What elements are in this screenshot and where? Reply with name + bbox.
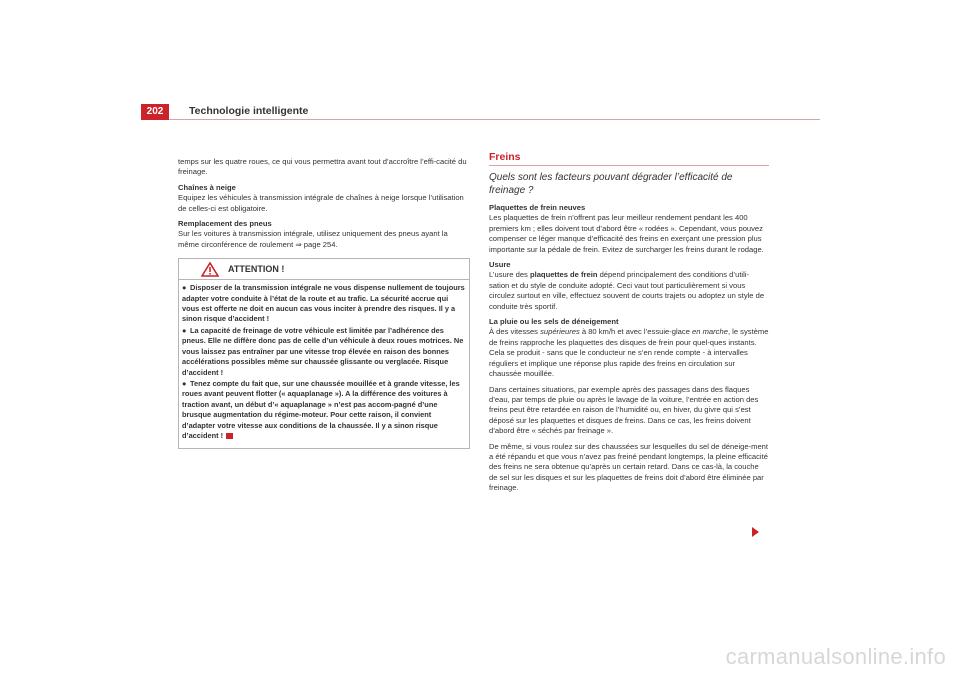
floods-paragraph: Dans certaines situations, par exemple après des passages dans des flaques d’eau, par temps de pluie ou après le lavage de la voiture, l’entrée en action des freins peut être retardée en raison de l’humidité ou, en hiver, du givre qui s’est déposé sur les plaquettes et disques de freins. Dans ce cas, les freins doivent d’abord être « séchés par freinage ». bbox=[489, 384, 759, 436]
left-column bbox=[178, 157, 470, 449]
rain-text-italic1: supérieures bbox=[540, 327, 580, 337]
attention-body bbox=[179, 280, 469, 448]
page-header bbox=[141, 104, 820, 120]
new-pads-text: Les plaquettes de frein n’offrent pas leur meilleur rendement pendant les 400 premiers km ; elles doivent tout d’abord être « rodées ». Cependant, vous pouvez compenser ce léger manque d’efficacité des freins en exerçant une pression plus importante sur la pédale de frein. Evitez de surcharger les freins durant le rodage. bbox=[489, 213, 764, 254]
rain-text-italic2: en marche bbox=[692, 327, 728, 337]
bullet-icon: ● bbox=[182, 378, 187, 388]
watermark: carmanualsonline.info bbox=[725, 644, 946, 669]
next-page-arrow-icon[interactable] bbox=[752, 527, 759, 537]
bullet-icon: ● bbox=[182, 325, 187, 335]
rain-text-c: , le système de freins rapproche les plaquettes des disques de frein pour quel-ques instants. Cela se produit - sans que le conducteur ne s’en rende compte - à intervalles réguliers et implique une réponse plus rapide des freins en circulation sur chaussée mouillée. bbox=[489, 327, 769, 379]
wear-text-bold: plaquettes de frein bbox=[529, 270, 598, 280]
section-question: Quels sont les facteurs pouvant dégrader l’efficacité de freinage ? bbox=[489, 172, 733, 196]
attention-box bbox=[178, 258, 470, 449]
rain-text-a: À des vitesses bbox=[489, 327, 541, 337]
page-number: 202 bbox=[141, 104, 169, 120]
attention-item bbox=[182, 326, 466, 378]
chains-block bbox=[178, 183, 470, 214]
tyres-heading: Remplacement des pneus bbox=[178, 219, 272, 229]
intro-paragraph: temps sur les quatre roues, ce qui vous permettra avant tout d’accroître l’effi-cacité du freinage. bbox=[178, 157, 467, 177]
section-rule bbox=[489, 165, 769, 166]
attention-item-text: La capacité de freinage de votre véhicule est limitée par l’adhérence des pneus. Elle ne diffère donc pas de celle d’un véhicule à deux roues motrices. Ne vous laissez pas entraîner par une vitesse trop élevée en raison des bonnes accélérations possibles même sur chaussée glissante ou verglacée. Risque d’accident ! bbox=[182, 325, 464, 377]
attention-item bbox=[182, 379, 466, 441]
wear-heading: Usure bbox=[489, 260, 511, 270]
end-of-section-icon bbox=[226, 433, 233, 439]
rain-heading: La pluie ou les sels de déneigement bbox=[489, 317, 619, 327]
attention-header bbox=[179, 259, 469, 280]
section-title: Freins bbox=[489, 151, 521, 163]
wear-text-b: dépend principalement des conditions d’utili-sation et du style de conduite adopté. Ceci vaut tout particulièrement si vous circulez surtout en ville, effectuez souvent de courts trajets ou adoptez un style de conduite très sportif. bbox=[489, 270, 765, 311]
attention-title: ATTENTION ! bbox=[228, 264, 285, 275]
tyres-block bbox=[178, 219, 470, 250]
wear-block bbox=[489, 260, 769, 312]
warning-triangle-icon bbox=[201, 262, 219, 280]
header-title: Technologie intelligente bbox=[189, 105, 309, 117]
new-pads-block bbox=[489, 203, 769, 255]
tyres-text: Sur les voitures à transmission intégrale, utilisez uniquement des pneus ayant la même circonférence de roulement ⇒ page 254. bbox=[178, 229, 448, 249]
attention-item bbox=[182, 283, 466, 325]
chains-text: Equipez les véhicules à transmission intégrale de chaînes à neige lorsque l’utilisation de celles-ci est obligatoire. bbox=[178, 193, 464, 213]
header-rule bbox=[169, 119, 820, 120]
attention-item-text: Tenez compte du fait que, sur une chaussée mouillée et à grande vitesse, les roues avant peuvent flotter (« aquaplanage »). A la différence des voitures à traction avant, un début d’« aquaplanage » n’est pas accom-pagné d’une brusque augmentation du régime-moteur. Pour cette raison, il convient d’adapter votre vitesse aux conditions de la chaussée. Il y a sinon risque d’accident ! bbox=[182, 378, 460, 440]
right-column bbox=[489, 150, 769, 499]
chains-heading: Chaînes à neige bbox=[178, 182, 236, 192]
attention-item-text: Disposer de la transmission intégrale ne vous dispense nullement de toujours adapter votre conduite à l’état de la route et au trafic. La sécurité accrue qui vous est offerte ne doit en aucun cas vous inciter à prendre des risques. Il y a sinon risque d’accident ! bbox=[182, 283, 465, 324]
rain-text-b: à 80 km/h et avec l’essuie-glace bbox=[579, 327, 693, 337]
rain-block bbox=[489, 317, 769, 379]
wear-text-a: L’usure des bbox=[489, 270, 530, 280]
salt-paragraph: De même, si vous roulez sur des chaussées sur lesquelles du sel de déneige-ment a été répandu et que vous n’avez pas freiné pendant longtemps, la pleine efficacité des freins ne sera obtenue qu’après un certain retard. Dans ce cas-là, la couche de sel sur les disques et sur les plaquettes de freins doit d’abord être éliminée par freinage. bbox=[489, 441, 769, 493]
bullet-icon: ● bbox=[182, 283, 187, 293]
new-pads-heading: Plaquettes de frein neuves bbox=[489, 203, 586, 212]
